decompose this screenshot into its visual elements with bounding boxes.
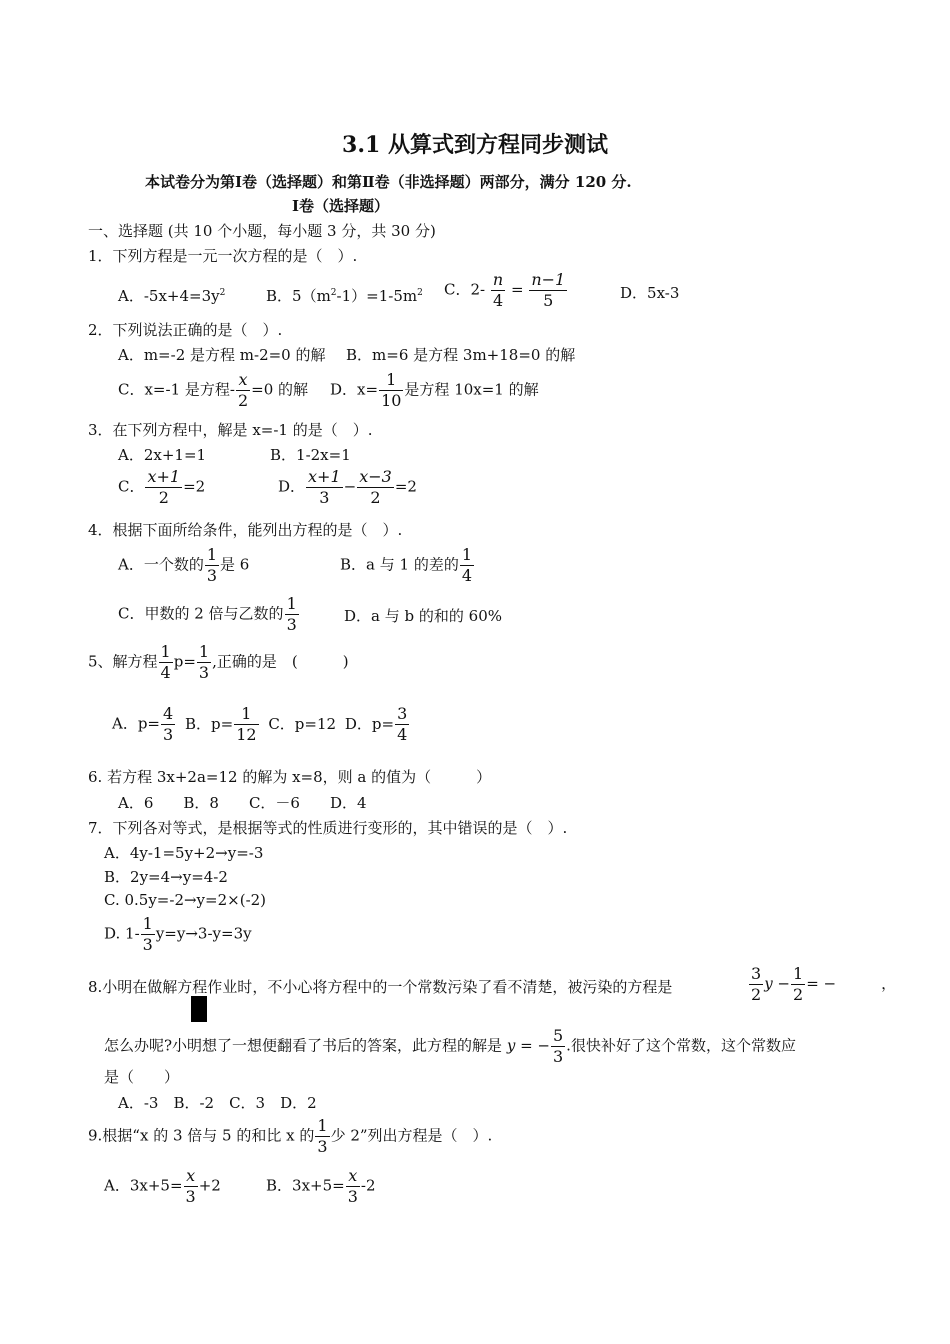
fraction: $\frac{x}{2}$ — [237, 370, 249, 410]
fraction: $\frac{x+1}{3}$ — [308, 467, 341, 507]
q3-option-d: D． $\frac{x+1}{3}$ − $\frac{x-3}{2}$ =2 — [278, 467, 417, 507]
q8-equation: $\frac{3}{2}$ y − $\frac{1}{2}$ = − ， — [751, 964, 897, 1004]
fraction: $\frac{1}{10}$ — [381, 370, 402, 410]
fraction: $\frac{x+1}{2}$ — [147, 467, 181, 507]
ink-blot — [191, 996, 207, 1022]
fraction: $\frac{1}{3}$ — [286, 594, 297, 634]
q1-option-a: A．$-5x+4=3y^2$ — [118, 287, 226, 305]
q1-stem: 1．下列方程是一元一次方程的是（ ）. — [88, 247, 358, 265]
q3-option-a: A．2x+1=1 — [118, 446, 207, 464]
fraction: $\frac{1}{12}$ — [236, 704, 257, 744]
section-heading: 一、选择题 (共 10 个小题，每小题 3 分，共 30 分) — [88, 222, 436, 240]
q8-line2: 怎么办呢?小明想了一想便翻看了书后的答案，此方程的解是 y = − $\frac{5}{3}$ .很快补好了这个常数，这个常数应 — [104, 1026, 796, 1066]
fraction: $\frac{n}{4}$ — [492, 270, 504, 310]
fraction: $\frac{x}{3}$ — [347, 1166, 358, 1206]
fraction: $\frac{4}{3}$ — [163, 704, 174, 744]
q5-options: A．p= $\frac{4}{3}$ B．p= $\frac{1}{12}$ C．p=12 D．p= $\frac{3}{4}$ — [112, 704, 408, 744]
intro-text: 本试卷分为第Ⅰ卷（选择题）和第Ⅱ卷（非选择题）两部分，满分 120 分. — [145, 173, 632, 191]
fraction: $\frac{1}{3}$ — [142, 914, 153, 954]
q1-option-c: C．2- $\frac{n}{4}$ = $\frac{n-1}{5}$ — [444, 270, 566, 310]
q4-option-c: C．甲数的 2 倍与乙数的 $\frac{1}{3}$ — [118, 594, 297, 634]
q6-stem: 6. 若方程 3x+2a=12 的解为 x=8，则 a 的值为（ ） — [88, 768, 492, 786]
q7-stem: 7．下列各对等式，是根据等式的性质进行变形的，其中错误的是（ ）. — [88, 819, 568, 837]
q1-option-b: B．$5(m^2-1)=1-5m^2$ — [266, 287, 423, 305]
fraction: $\frac{3}{2}$ — [751, 964, 762, 1004]
fraction: $\frac{1}{3}$ — [317, 1116, 328, 1156]
page-title: 3.1 从算式到方程同步测试 — [342, 132, 608, 158]
fraction: $\frac{x-3}{2}$ — [359, 467, 392, 507]
q7-option-c: C. 0.5y=-2→y=2×(-2) — [104, 891, 267, 909]
q3-option-b: B．1-2x=1 — [270, 446, 351, 464]
q7-option-d: D. 1- $\frac{1}{3}$ y=y→3-y=3y — [104, 914, 252, 954]
fraction: $\frac{1}{4}$ — [461, 545, 473, 585]
q4-option-a: A．一个数的 $\frac{1}{3}$ 是 6 — [118, 545, 250, 585]
fraction: $\frac{n-1}{5}$ — [531, 270, 566, 310]
volume-heading: Ⅰ卷（选择题） — [292, 197, 390, 215]
q2-option-d: D．x= $\frac{1}{10}$ 是方程 10x=1 的解 — [330, 370, 539, 410]
q2-stem: 2．下列说法正确的是（ ）. — [88, 321, 283, 339]
fraction: $\frac{x}{3}$ — [185, 1166, 196, 1206]
q7-option-a: A．4y-1=5y+2→y=-3 — [104, 844, 264, 862]
q7-option-b: B．2y=4→y=4-2 — [104, 868, 228, 886]
q8-options: A．-3 B．-2 C．3 D．2 — [118, 1094, 317, 1112]
fraction: $\frac{3}{4}$ — [397, 704, 408, 744]
q2-option-c: C．x=-1 是方程- $\frac{x}{2}$ =0 的解 — [118, 370, 309, 410]
q2-option-a: A．m=-2 是方程 m-2=0 的解 — [118, 346, 326, 364]
q3-option-c: C． $\frac{x+1}{2}$ =2 — [118, 467, 206, 507]
fraction: $\frac{1}{3}$ — [198, 642, 210, 682]
q8-line1: 8.小明在做解方程作业时，不小心将方程中的一个常数污染了看不清楚，被污染的方程是 — [88, 978, 673, 996]
q9-option-a: A．3x+5= $\frac{x}{3}$ +2 — [104, 1166, 221, 1206]
fraction: $\frac{1}{3}$ — [206, 545, 218, 585]
q4-stem: 4．根据下面所给条件，能列出方程的是（ ）. — [88, 521, 403, 539]
q9-option-b: B．3x+5= $\frac{x}{3}$ -2 — [266, 1166, 376, 1206]
fraction: $\frac{5}{3}$ — [552, 1026, 564, 1066]
q1-option-d: D．5x-3 — [620, 284, 680, 302]
q9-stem: 9.根据“x 的 3 倍与 5 的和比 x 的 $\frac{1}{3}$ 少 2”列出方程是（ ）. — [88, 1116, 493, 1156]
q5-stem: 5、解方程 $\frac{1}{4}$ p= $\frac{1}{3}$ ,正确的是 ( ) — [88, 642, 349, 682]
q4-option-d: D．a 与 b 的和的 60% — [344, 607, 502, 625]
q2-option-b: B．m=6 是方程 3m+18=0 的解 — [346, 346, 576, 364]
fraction: $\frac{1}{4}$ — [160, 642, 171, 682]
q3-stem: 3．在下列方程中，解是 x=-1 的是（ ）. — [88, 421, 373, 439]
fraction: $\frac{1}{2}$ — [793, 964, 804, 1004]
q6-options: A．6 B．8 C．－6 D．4 — [118, 794, 367, 812]
q4-option-b: B．a 与 1 的差的 $\frac{1}{4}$ — [340, 545, 473, 585]
q8-line3: 是（ ） — [104, 1068, 180, 1086]
